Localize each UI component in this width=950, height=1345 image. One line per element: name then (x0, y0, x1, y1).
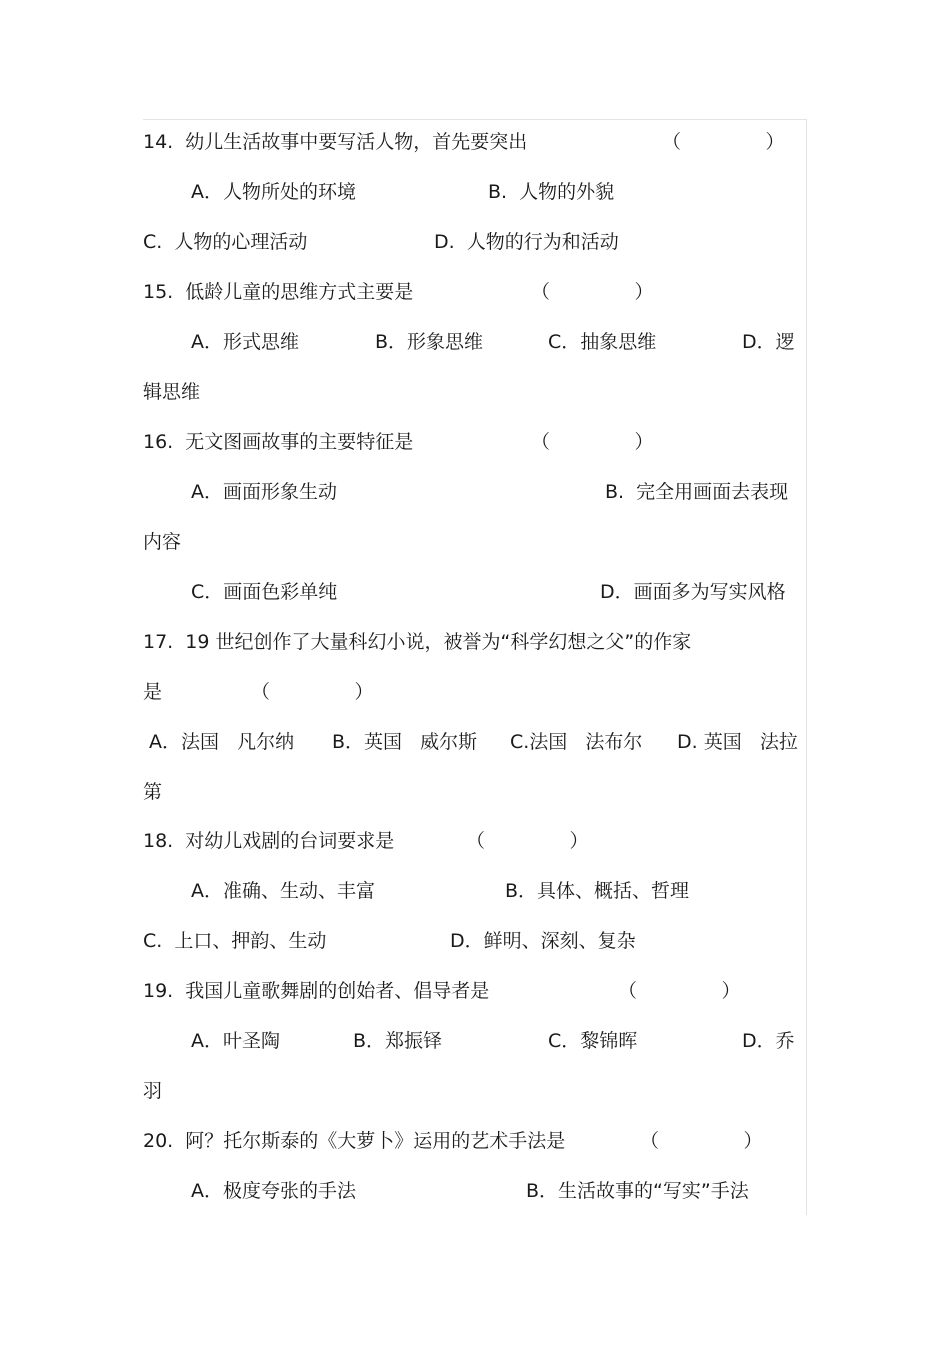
question-19-option-b: B．郑振铎 (353, 1030, 443, 1052)
question-17-stem: 17. 19 世纪创作了大量科幻小说，被誉为“科学幻想之父”的作家 (143, 631, 692, 653)
question-15-option-c: C．抽象思维 (548, 331, 657, 353)
question-15-option-d-wrap: 辑思维 (143, 381, 201, 403)
question-20-option-a: A．极度夸张的手法 (191, 1180, 356, 1202)
question-14-option-b: B. 人物的外貌 (488, 181, 615, 203)
question-18-option-c: C. 上口、押韵、生动 (143, 930, 327, 952)
question-18-option-d: D．鲜明、深刻、复杂 (450, 930, 636, 952)
question-15-stem: 15. 低龄儿童的思维方式主要是 (143, 281, 414, 303)
question-19-stem: 19. 我国儿童歌舞剧的创始者、倡导者是 (143, 980, 490, 1002)
question-19-option-d-wrap: 羽 (143, 1080, 163, 1102)
question-16-option-a: A．画面形象生动 (191, 481, 337, 503)
question-17-option-d: D. 英国 法拉 (677, 731, 798, 753)
question-18-option-b: B．具体、概括、哲理 (505, 880, 690, 902)
question-15-option-d: D．逻 (742, 331, 795, 353)
question-15-option-a: A．形式思维 (191, 331, 299, 353)
question-16-option-b: B. 完全用画面去表现 (605, 481, 789, 503)
question-17-answer-blank: （ ） (251, 681, 374, 703)
question-14-option-c: C. 人物的心理活动 (143, 231, 308, 253)
question-20-answer-blank: （ ） (640, 1130, 763, 1152)
question-20-option-b: B．生活故事的“写实”手法 (526, 1180, 749, 1202)
question-16-stem: 16. 无文图画故事的主要特征是 (143, 431, 414, 453)
question-14-answer-blank: （ ） (662, 131, 785, 153)
question-19-option-c: C．黎锦晖 (548, 1030, 638, 1052)
question-19-option-a: A．叶圣陶 (191, 1030, 280, 1052)
question-14-stem: 14. 幼儿生活故事中要写活人物，首先要突出 (143, 131, 528, 153)
question-16-option-b-wrap: 内容 (143, 531, 182, 553)
question-16-answer-blank: （ ） (531, 431, 654, 453)
question-17-option-b: B．英国 威尔斯 (332, 731, 478, 753)
question-18-stem: 18. 对幼儿戏剧的台词要求是 (143, 830, 395, 852)
question-16-option-d: D．画面多为写实风格 (600, 581, 786, 603)
question-14-option-a: A．人物所处的环境 (191, 181, 356, 203)
question-19-option-d: D．乔 (742, 1030, 795, 1052)
question-18-option-a: A．准确、生动、丰富 (191, 880, 375, 902)
question-17-option-d-wrap: 第 (143, 781, 163, 803)
question-17-stem-wrap: 是 (143, 681, 163, 703)
question-14-option-d: D. 人物的行为和活动 (434, 231, 619, 253)
question-20-stem: 20. 阿？托尔斯泰的《大萝卜》运用的艺术手法是 (143, 1130, 566, 1152)
question-18-answer-blank: （ ） (466, 830, 589, 852)
question-17-option-c: C.法国 法布尔 (510, 731, 643, 753)
question-15-answer-blank: （ ） (531, 281, 654, 303)
question-19-answer-blank: （ ） (618, 980, 741, 1002)
question-15-option-b: B．形象思维 (375, 331, 484, 353)
question-17-option-a: A．法国 凡尔纳 (149, 731, 295, 753)
question-16-option-c: C．画面色彩单纯 (191, 581, 338, 603)
